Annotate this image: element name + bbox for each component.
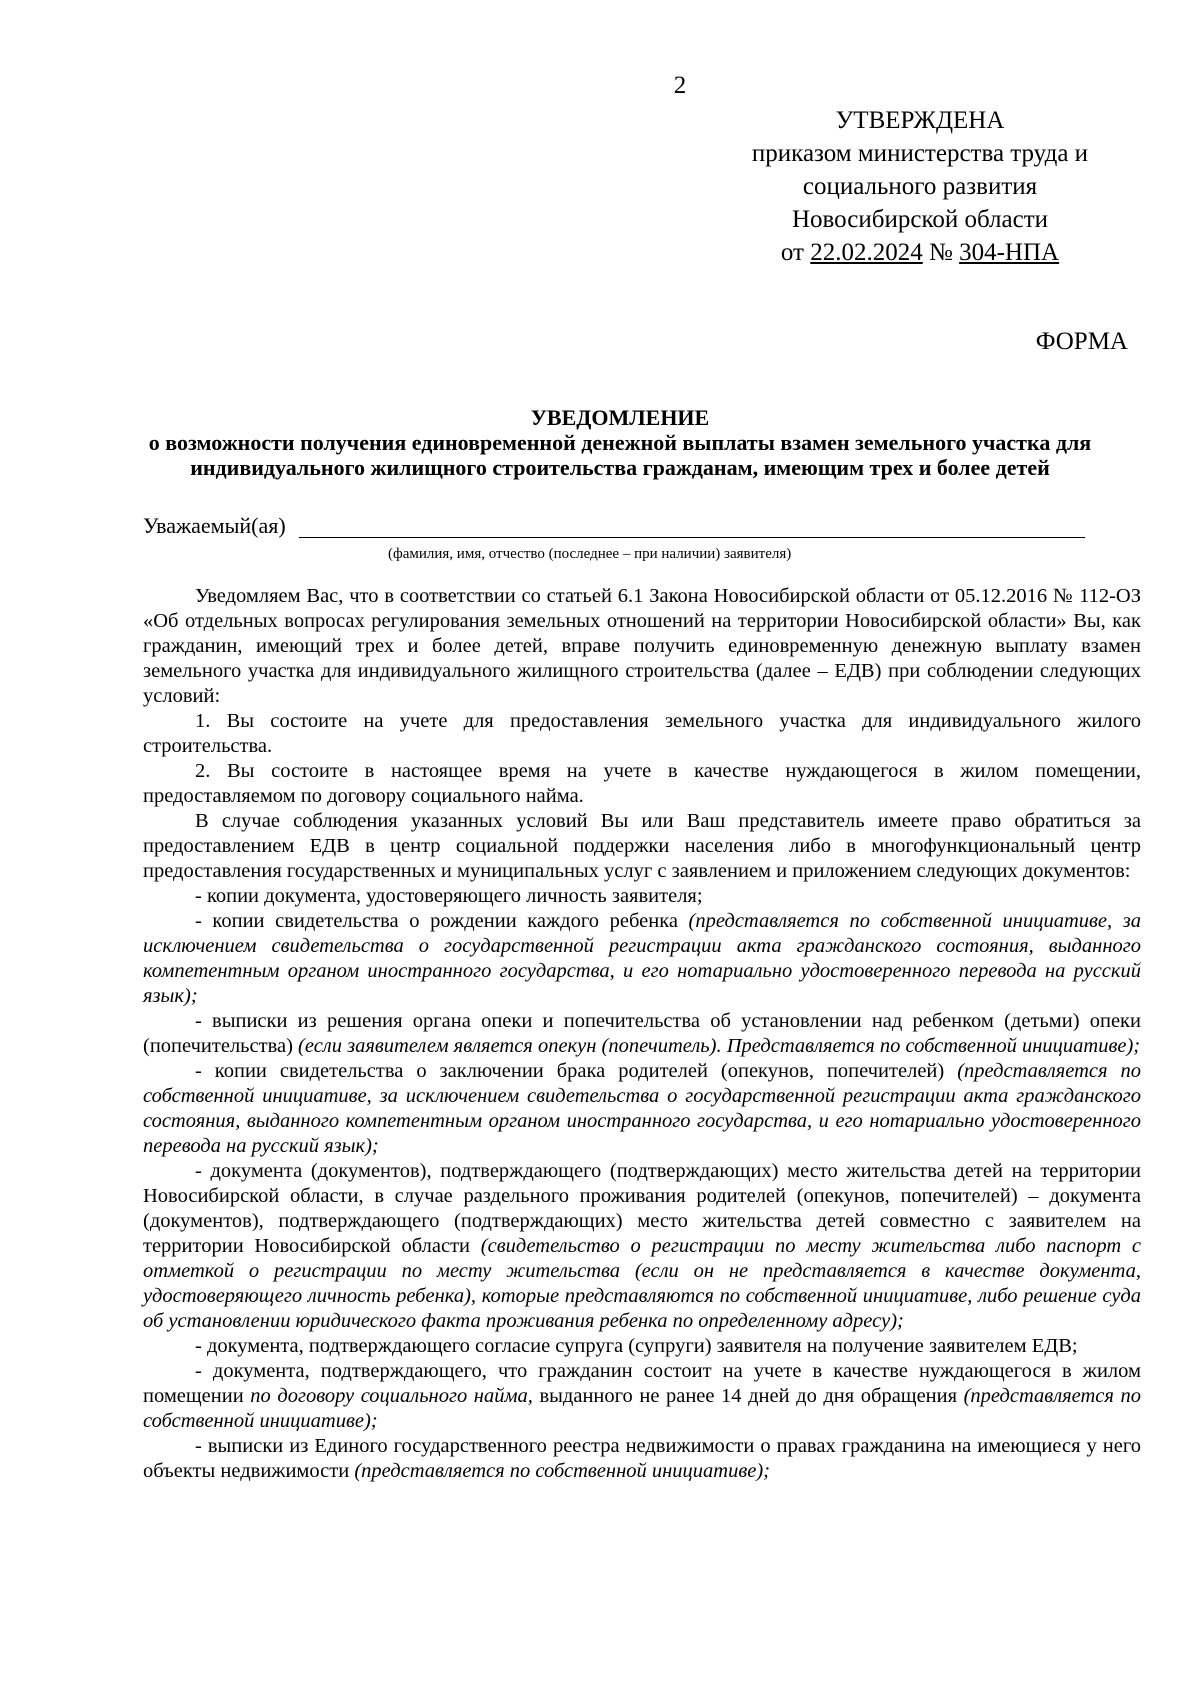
approval-stamp bbox=[700, 104, 1140, 269]
form-label: ФОРМА bbox=[1035, 328, 1128, 355]
document-item: - копии документа, удостоверяющего личность заявителя; bbox=[195, 885, 703, 907]
notice-body bbox=[143, 584, 1141, 1484]
approval-line: УТВЕРЖДЕНА bbox=[835, 107, 1005, 134]
title-main: УВЕДОМЛЕНИЕ bbox=[530, 405, 710, 430]
condition-1: 1. Вы состоите на учете для предоставления земельного участка для индивидуального жилого строительства. bbox=[143, 710, 1141, 757]
number-prefix: № bbox=[922, 239, 960, 266]
document-item: - выписки из Единого государственного реестра недвижимости о правах гражданина на имеющиеся у него объекты недвижимости (представляется по собственной инициативе); bbox=[143, 1435, 1141, 1482]
document-item: - документа, подтверждающего согласие супруга (супруги) заявителя на получение заявителем ЕДВ; bbox=[195, 1335, 1078, 1357]
document-item: - копии свидетельства о заключении брака родителей (опекунов, попечителей) (представляется по собственной инициативе, за исключением свидетельства о государственной регистрации акта гражданского состояния, выданного компетентным органом иностранного государства, и его нотариально удостоверенного перевода на русский язык); bbox=[143, 1060, 1141, 1157]
date-prefix: от bbox=[780, 239, 811, 266]
intro-paragraph: Уведомляем Вас, что в соответствии со статьей 6.1 Закона Новосибирской области от 05.12.2016 № 112-ОЗ «Об отдельных вопросах регулирования земельных отношений на территории Новосибирской области» Вы, как гражданин, имеющий трех и более детей, вправе получить единовременную денежную выплату взамен земельного участка для индивидуального жилищного строительства (далее – ЕДВ) при соблюдении следующих условий: bbox=[143, 585, 1141, 707]
page-number: 2 bbox=[673, 72, 687, 99]
document-item: - документа, подтверждающего, что гражданин состоит на учете в качестве нуждающегося в жилом помещении по договору социального найма, выданного не ранее 14 дней до дня обращения (представляется по собственной инициативе); bbox=[143, 1360, 1141, 1432]
addressee-hint: (фамилия, имя, отчество (последнее – при наличии) заявителя) bbox=[388, 546, 792, 562]
approval-line: приказом министерства труда и bbox=[751, 140, 1089, 167]
condition-2: 2. Вы состоите в настоящее время на учете в качестве нуждающегося в жилом помещении, предоставляемом по договору социального найма. bbox=[143, 760, 1141, 807]
document-item: - документа (документов), подтверждающего (подтверждающих) место жительства детей на территории Новосибирской области, в случае раздельного проживания родителей (опекунов, попечителей) – документа (документов), подтверждающего (подтверждающих) место жительства детей совместно с заявителем на территории Новосибирской области (свидетельство о регистрации по месту жительства либо паспорт с отметкой о регистрации по месту жительства (если он не представляется в качестве документа, удостоверяющего личность ребенка), которые представляются по собственной инициативе, либо решение суда об установлении юридического факта проживания ребенка по определенному адресу); bbox=[143, 1160, 1141, 1332]
approval-line: социального развития bbox=[802, 173, 1038, 200]
approval-line: Новосибирской области bbox=[791, 206, 1049, 233]
title-subline: индивидуального жилищного строительства гражданам, имеющим трех и более детей bbox=[190, 455, 1050, 480]
addressee-label: Уважаемый(ая) bbox=[143, 513, 286, 538]
approval-number: 304-НПА bbox=[959, 239, 1060, 266]
notice-title bbox=[140, 405, 1100, 480]
addressee-fill-line bbox=[299, 537, 1085, 538]
title-subline: о возможности получения единовременной денежной выплаты взамен земельного участка для bbox=[148, 430, 1092, 455]
approval-date-line bbox=[700, 236, 1140, 269]
document-item: - выписки из решения органа опеки и попечительства об установлении над ребенком (детьми) опеки (попечительства) (если заявителем является опекун (попечитель). Представляется по собственной инициативе); bbox=[143, 1010, 1141, 1057]
apply-paragraph: В случае соблюдения указанных условий Вы или Ваш представитель имеете право обратиться за предоставлением ЕДВ в центр социальной поддержки населения либо в многофункциональный центр предоставления государственных и муниципальных услуг с заявлением и приложением следующих документов: bbox=[143, 810, 1141, 882]
approval-date: 22.02.2024 bbox=[810, 239, 923, 266]
document-item: - копии свидетельства о рождении каждого ребенка (представляется по собственной инициативе, за исключением свидетельства о государственной регистрации акта гражданского состояния, выданного компетентным органом иностранного государства, и его нотариально удостоверенного перевода на русский язык); bbox=[143, 910, 1141, 1007]
